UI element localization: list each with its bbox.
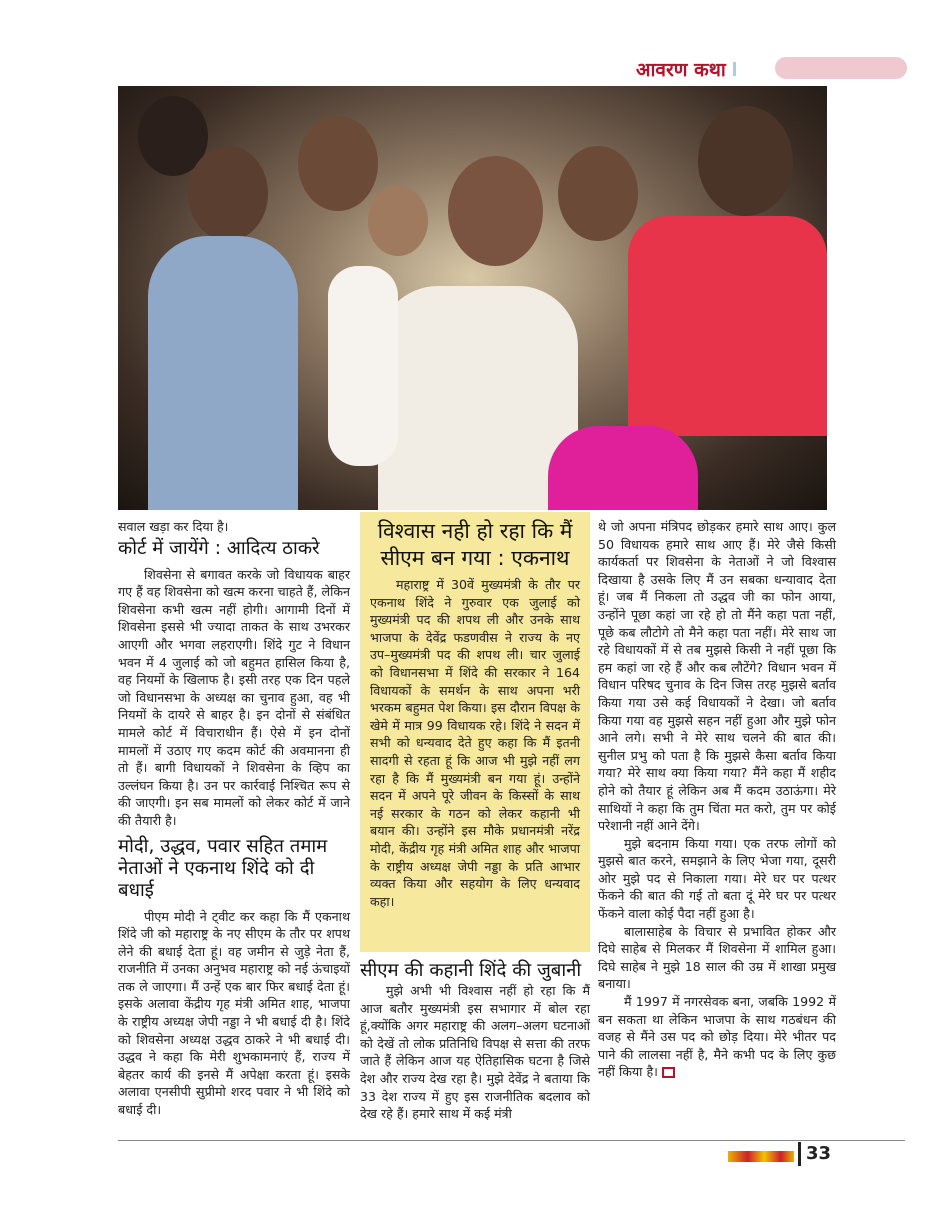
section-tag: आवरण कथा xyxy=(636,59,726,81)
footer-separator xyxy=(798,1142,801,1166)
lead-text: सवाल खड़ा कर दिया है। xyxy=(118,519,229,534)
end-mark-icon xyxy=(662,1067,675,1078)
box-paragraph: महाराष्ट्र में 30वें मुख्यमंत्री के तौर पर एकनाथ शिंदे ने गुरुवार एक जुलाई को मुख्यमंत्री पद की शपथ ली और उनके साथ भाजपा के देवेंद्र फडणवीस ने राज्य के नए उप–मुख्यमंत्री पद की शपथ ली। चार जुलाई को विधानसभा में शिंदे की सरकार ने 164 विधायकों के समर्थन के साथ अपना भरी भरकम बहुमत पेश किया। इस दौरान विपक्ष के खेमे में मात्र 99 विधायक रहे। शिंदे ने सदन में सभी को धन्यवाद देते हुए कहा कि मैं इतनी सादगी से रहता हूं कि आज भी मुझे नहीं लग रहा है कि मैं मुख्यमंत्री बन गया हूं। उन्होंने सदन में अपने पूरे जीवन के किस्सों के साथ नई सरकार के गठन को लेकर कहानी भी बयान की। उन्होंने इस मौके प्रधानमंत्री नरेंद्र मोदी, केंद्रीय गृह मंत्री अमित शाह और भाजपा के राष्ट्रीय अध्यक्ष जेपी नड्डा के प्रति आभार व्यक्त किया और सहयोग के लिए धन्यवाद कहा। xyxy=(370,577,580,909)
column-2 xyxy=(360,958,590,1123)
paragraph: शिवसेना से बगावत करके जो विधायक बाहर गए हैं वह शिवसेना को खत्म करना चाहते हैं, लेकिन शिवसेना कभी खत्म नहीं होगी। आगामी दिनों में शिवसेना इससे भी ज्यादा ताकत के साथ उभरकर आएगी और भगवा लहराएगी। शिंदे गुट ने विधान भवन में 4 जुलाई को जो बहुमत हासिल किया है, वह नियमों के खिलाफ है। इसी तरह एक दिन पहले जो विधानसभा के अध्यक्ष का चुनाव हुआ, वह भी नियमों के दायरे से बाहर है। इन दोनों से संबंधित मामले कोर्ट में विचाराधीन हैं। ऐसे में इन दोनों मामलों में उठाए गए कदम कोर्ट की अवमानना ही तो हैं। बागी विधायकों ने शिवसेना के व्हिप का उल्लंघन किया है। उन पर कार्रवाई निश्चित रूप से की जाएगी। इन सब मामलों को लेकर कोर्ट में जाने की तैयारी है। xyxy=(118,566,350,828)
magazine-logo xyxy=(728,1151,794,1162)
paragraph: बालासाहेब के विचार से प्रभावित होकर और दिघे साहेब से मिलकर मैं शिवसेना में शामिल हुआ। दिघे साहेब ने मुझे 18 साल की उम्र में शाखा प्रमुख बनाया। xyxy=(598,923,836,992)
heading-cm-story: सीएम की कहानी शिंदे की जुबानी xyxy=(360,960,582,981)
paragraph: थे जो अपना मंत्रिपद छोड़कर हमारे साथ आए। कुल 50 विधायक हमारे साथ आए हैं। मेरे जैसे किसी कार्यकर्ता पर शिवसेना के नेताओं ने जो विश्वास दिखाया है उसके लिए मैं उन सबका धन्यावाद देता हूं। जब मैं निकला तो उद्धव जी का फोन आया, उन्होंने पूछा कहां जा रहे हो तो मैंने कहा पता नहीं, पूछे कब लौटोगे तो मैने कहा पता नहीं। मेरे साथ जा रहे विधायकों में से तब मुझसे किसी ने नहीं पूछा कि हम कहां जा रहे हैं और कब लौटेंगे? विधान भवन में विधान परिषद चुनाव के दिन जिस तरह मुझसे बर्ताव किया गया उसे कई विधायकों ने देखा। जो बर्ताव किया गया वह मुझसे सहन नहीं हुआ और मुझे फोन आने लगे। सभी ने मेरे साथ चलने की बात की। सुनील प्रभु को पता है कि मुझसे कैसा बर्ताव किया गया? मेरे साथ क्या किया गया? मैंने कहा मैं शहीद होने को तैयार हूं लेकिन अब मैं कदम उठाऊंगा। मेरे साथियों ने कहा कि तुम चिंता मत करो, तुम पर कोई परेशानी नहीं आने देंगे। xyxy=(598,519,836,834)
page-number: 33 xyxy=(806,1143,832,1164)
column-3 xyxy=(598,518,836,1081)
paragraph: पीएम मोदी ने ट्वीट कर कहा कि मैं एकनाथ शिंदे जी को महाराष्ट्र के नए सीएम के तौर पर शपथ लेने की बधाई देता हूं। वह जमीन से जुड़े नेता हैं, राजनीति में उनका अनुभव महाराष्ट्र को नई ऊंचाइयों तक ले जाएगा। मैं उन्हें एक बार फिर बधाई देता हूं। इसके अलावा केंद्रीय गृह मंत्री अमित शाह, भाजपा के राष्ट्रीय अध्यक्ष जेपी नड्डा ने भी बधाई दी है। शिंदे को शिवसेना अध्यक्ष उद्धव ठाकरे ने भी बधाई दी। उद्धव ने कहा कि मेरी शुभकामनाएं हैं, राज्य में बेहतर कार्य की इनसे मैं अपेक्षा करता हूं। इसके अलावा एनसीपी सुप्रीमो शरद पवार ने भी शिंदे को बधाई दी। xyxy=(118,908,350,1118)
paragraph: मैं 1997 में नगरसेवक बना, जबकि 1992 में बन सकता था लेकिन भाजपा के साथ गठबंधन की वजह से मैंने उस पद को छोड़ दिया। मेरे भीतर पद पाने की लालसा नहीं है, मैने कभी पद के लिए कुछ नहीं किया है। xyxy=(598,994,836,1080)
column-1 xyxy=(118,518,350,1119)
paragraph: मुझे बदनाम किया गया। एक तरफ लोगों को मुझसे बात करने, समझाने के लिए भेजा गया, दूसरी ओर मुझे पद से निकाला गया। मेरे घर पर पत्थर फेंकने की बात की गई तो बता दूं मेरे घर पर पत्थर फेंकने वाला कोई पैदा नहीं हुआ है। xyxy=(598,835,836,922)
heading-aaditya: कोर्ट में जायेंगे : आदित्य ठाकरे xyxy=(118,537,320,559)
section-pill-decoration xyxy=(775,57,907,79)
highlight-box xyxy=(360,512,590,952)
footer-divider xyxy=(118,1140,905,1141)
heading-congratulations: मोदी, उद्धव, पवार सहित तमाम नेताओं ने एकनाथ शिंदे को दी बधाई xyxy=(118,835,328,901)
paragraph: मुझे अभी भी विश्वास नहीं हो रहा कि मैं आज बतौर मुख्यमंत्री इस सभागार में बोल रहा हूं,क्योंकि अगर महाराष्ट्र की अलग–अलग घटनाओं को देखें तो लोक प्रतिनिधि विपक्ष से सत्ता की तरफ जाते हैं लेकिन आज यह ऐतिहासिक घटना है जिसे देश और राज्य देख रहा है। मुझे देवेंद्र ने बताया कि 33 देश राज्य में हुए इस राजनीतिक बदलाव को देख रहे हैं। हमारे साथ में कई मंत्री xyxy=(360,983,590,1122)
box-title: विश्वास नही हो रहा कि मैं सीएम बन गया : एकनाथ xyxy=(377,519,573,570)
section-divider xyxy=(733,62,736,76)
cover-photo xyxy=(118,86,827,510)
